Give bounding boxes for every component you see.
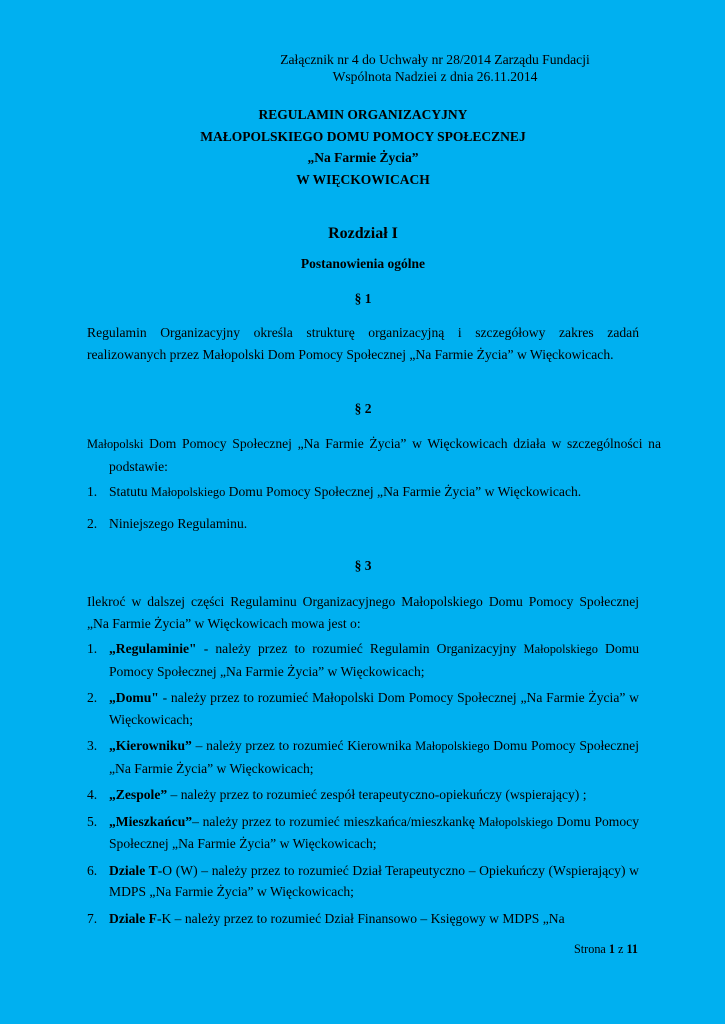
- header-line-1: Załącznik nr 4 do Uchwały nr 28/2014 Zarządu Fundacji: [280, 52, 590, 67]
- definition-item: [87, 811, 639, 855]
- list-item-small-text: Małopolskiego: [150, 485, 226, 499]
- title-line-3: „Na Farmie Życia”: [307, 150, 419, 165]
- list-item-number: 3.: [87, 738, 98, 753]
- definition-term: „Mieszkańcu”: [109, 813, 193, 829]
- definition-text: – należy przez to rozumieć Kierownika: [191, 738, 416, 753]
- section-mark-2: § 2: [354, 401, 372, 416]
- section-2-intro: [87, 433, 661, 477]
- section-3-intro: Ilekroć w dalszej części Regulaminu Organizacyjnego Małopolskiego Domu Pomocy Społecznej „Na Farmie Życia” w Więckowicach mowa jest o:: [87, 594, 639, 631]
- definition-item: [87, 860, 639, 903]
- chapter-subtitle: Postanowienia ogólne: [300, 256, 426, 271]
- definition-term: „Domu": [109, 690, 159, 705]
- definition-small-text: Małopolskiego: [523, 642, 598, 656]
- page-total: 11: [626, 942, 638, 956]
- definition-text: – należy przez to rozumieć zespół terapeutyczno-opiekuńczy (wspierający) ;: [167, 787, 587, 802]
- list-item-text: Statutu: [109, 484, 151, 499]
- list-item-number: 4.: [87, 787, 98, 802]
- definition-text: -K – należy przez to rozumieć Dział Finansowo – Księgowy w MDPS „Na: [156, 910, 565, 926]
- section-3-definitions: [87, 638, 639, 929]
- definition-text: -O (W) – należy przez to rozumieć Dział Terapeutyczno – Opiekuńczy (Wspierający) w MDPS „Na Farmie Życia” w Więckowicach;: [109, 862, 639, 899]
- definition-term: Dziale F: [109, 910, 157, 926]
- definition-text: Domu Pomocy Społecznej „Na Farmie Życia” w Więckowicach;: [109, 738, 639, 776]
- chapter-heading: Rozdział I: [328, 225, 398, 242]
- definition-item: [87, 687, 639, 730]
- definition-term: Dziale T: [109, 862, 158, 878]
- list-item-number: 2.: [87, 515, 98, 531]
- definition-term: „Kierowniku”: [109, 738, 192, 753]
- list-item-text: Domu Pomocy Społecznej „Na Farmie Życia” w Więckowicach.: [225, 484, 582, 499]
- definition-item: [87, 784, 639, 806]
- list-item-number: 1.: [87, 484, 98, 499]
- list-item-number: 1.: [87, 641, 98, 656]
- list-item-number: 6.: [87, 862, 98, 878]
- list-item: [87, 513, 639, 535]
- title-line-2: MAŁOPOLSKIEGO DOMU POMOCY SPOŁECZNEJ: [200, 128, 526, 144]
- list-item: [87, 481, 639, 504]
- document-title: [87, 104, 639, 190]
- definition-text: - należy przez to rozumieć Małopolski Dom Pomocy Społecznej „Na Farmie Życia” w Więckowicach;: [109, 690, 639, 727]
- list-item-number: 2.: [87, 690, 98, 705]
- title-line-1: REGULAMIN ORGANIZACYJNY: [258, 107, 468, 122]
- definition-term: „Zespole”: [109, 787, 168, 802]
- attachment-header: [240, 51, 630, 85]
- section-mark-3: § 3: [354, 558, 372, 573]
- section-mark-1: § 1: [354, 291, 372, 306]
- definition-item: [87, 735, 639, 779]
- page-number: 1: [608, 942, 615, 956]
- definition-small-text: Małopolskiego: [415, 739, 490, 753]
- definition-text: – należy przez to rozumieć mieszkańca/mieszkankę: [192, 813, 479, 829]
- page-footer: [480, 942, 638, 957]
- section-2-intro-rest: Dom Pomocy Społecznej „Na Farmie Życia” w Więckowicach działa w szczególności na podstawie:: [109, 436, 661, 474]
- definition-term: „Regulaminie": [109, 641, 197, 656]
- page-label: Strona: [574, 942, 609, 956]
- section-2-intro-small: Małopolski: [87, 437, 144, 451]
- title-line-4: W WIĘCKOWICACH: [296, 171, 430, 187]
- definition-text: - należy przez to rozumieć Regulamin Organizacyjny: [196, 641, 524, 656]
- page-separator: z: [614, 942, 627, 956]
- section-2-list: [87, 481, 639, 534]
- list-item-number: 5.: [87, 813, 98, 829]
- section-1-text: Regulamin Organizacyjny określa strukturę organizacyjną i szczegółowy zakres zadań realizowanych przez Małopolski Dom Pomocy Społecznej „Na Farmie Życia” w Więckowicach.: [87, 325, 639, 362]
- definition-small-text: Małopolskiego: [478, 814, 553, 829]
- definition-text: Domu Pomocy Społecznej „Na Farmie Życia” w Więckowicach;: [109, 813, 640, 851]
- definition-item: [87, 638, 639, 682]
- definition-item: [87, 908, 639, 930]
- header-line-2: Wspólnota Nadziei z dnia 26.11.2014: [332, 69, 538, 84]
- list-item-text: Niniejszego Regulaminu.: [109, 515, 248, 531]
- list-item-number: 7.: [87, 910, 98, 926]
- definition-text: Domu Pomocy Społecznej „Na Farmie Życia” w Więckowicach;: [109, 641, 639, 679]
